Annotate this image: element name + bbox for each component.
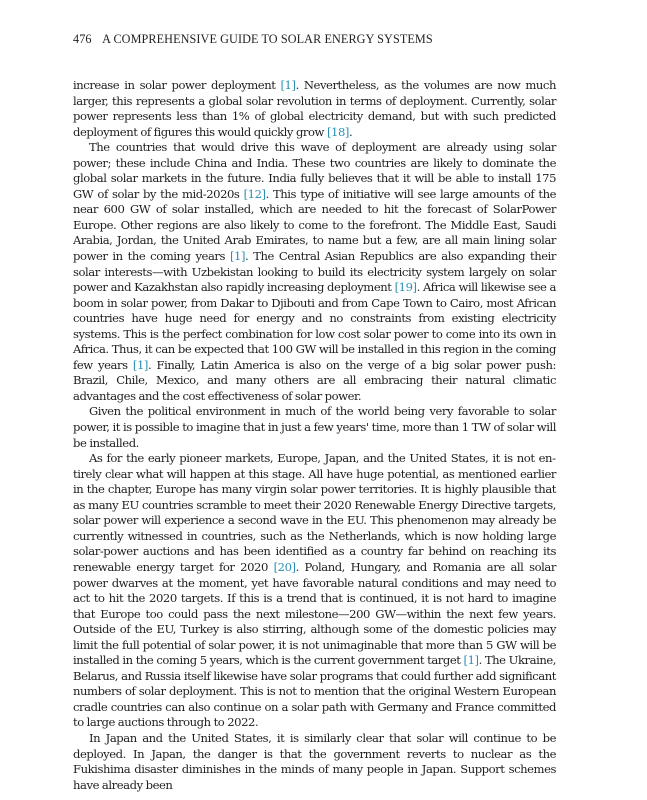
paragraph-text: As for the early pioneer markets, Europe, Japan, and the United States, it is not entirely clear what will happen at this stage. All have huge potential, as mentioned earlier in the chapter, Europe has many virgin solar power territories. It is highly plausible that as many EU countries scramble to meet their 2020 Renewable Energy Directive targets, solar power will experience a second wave in the EU. This phenomenon may already be currently witnessed in countries, such as the Netherlands, which is now holding large solar-power auctions and has been identified as a country far behind on reaching its renewable energy target for 2020 [73, 451, 556, 574]
paragraph [73, 451, 556, 731]
paragraph [73, 78, 556, 140]
paragraph [73, 731, 556, 793]
citation-link[interactable]: [19] [394, 280, 417, 295]
paragraph [73, 140, 556, 404]
citation-link[interactable]: [20] [273, 559, 296, 574]
paragraph-text: . Africa will likewise see a boom in solar power, from Dakar to Djibouti and from Cape Town to Cairo, most African countries have huge need for energy and no constraints from existing electricity systems. This is the perfect combination for low cost solar power to come into its own in Africa. Thus, it can be expected that 100 GW will be installed in this region in the coming few years [73, 280, 556, 372]
citation-link[interactable]: [1] [463, 653, 479, 668]
paragraph-text: . Nevertheless, as the volumes are now much larger, this represents a global solar revolution in terms of deployment. Currently, solar power represents less than 1% of global electricity demand, but with such predicted deployment of figures this would quickly grow [73, 78, 556, 139]
citation-link[interactable]: [18] [326, 124, 349, 139]
citation-link[interactable]: [1] [132, 357, 148, 372]
paragraph-text: The countries that would drive this wave of deployment are already using solar power; these include China and India. These two countries are likely to dominate the global solar markets in the future. India fully believes that it will be able to install 175 GW of solar by the mid-2020s [73, 140, 556, 201]
paragraph-text: . Finally, Latin America is also on the verge of a big solar power push: Brazil, Chile, Mexico, and many others are all embracing their natural climatic advantages and the cost effectiveness of solar power. [73, 357, 556, 403]
paragraph-text: In Japan and the United States, it is similarly clear that solar will continue to be deployed. In Japan, the danger is that the government reverts to nuclear as the Fukishima disaster diminishes in the minds of many people in Japan. Support schemes have already been [73, 730, 556, 792]
paragraph-text: . This type of initiative will see large amounts of the near 600 GW of solar installed, which are needed to hit the forecast of SolarPower Europe. Other regions are also likely to come to the forefront. The Middle East, Saudi Arabia, Jordan, the United Arab Emirates, to name but a few, are all main lining solar power in the coming years [73, 186, 557, 264]
paragraph-text: increase in solar power deployment [73, 78, 281, 92]
paragraph-text: . The Central Asian Republics are also expanding their solar interests—with Uzbekistan looking to build its electricity system largely on solar power and Kazakhstan also rapidly increasing deployment [73, 249, 556, 295]
paragraph [73, 404, 556, 451]
paragraph-text: . The Ukraine, Belarus, and Russia itself likewise have solar programs that could further add significant numbers of solar deployment. This is not to mention that the original Western European cradle countries can also continue on a solar path with Germany and France committed to large auctions through to 2022. [73, 653, 556, 730]
paragraph-text: . [348, 124, 353, 139]
running-title: A COMPREHENSIVE GUIDE TO SOLAR ENERGY SYSTEMS [102, 32, 433, 46]
citation-link[interactable]: [1] [229, 249, 246, 264]
citation-link[interactable]: [1] [280, 78, 296, 92]
body-text [73, 78, 556, 793]
paragraph-text: Given the political environment in much of the world being very favorable to solar power, it is possible to imagine that in just a few years' time, more than 1 TW of solar will be installed. [73, 404, 556, 450]
paragraph-text: . Poland, Hungary, and Romania are all solar power dwarves at the moment, yet have favorable natural conditions and may need to act to hit the 2020 targets. If this is a trend that is continued, it is not hard to imagine that Europe too could pass the next milestone—200 GW—within the next few years. Outside of the EU, Turkey is also stirring, although some of the domestic policies may limit the full potential of solar power, it is not unimaginable that more than 5 GW will be installed in the coming 5 years, which is the current government target [73, 559, 556, 668]
running-header [73, 32, 563, 47]
citation-link[interactable]: [12] [243, 186, 266, 201]
page-number: 476 [73, 32, 92, 46]
